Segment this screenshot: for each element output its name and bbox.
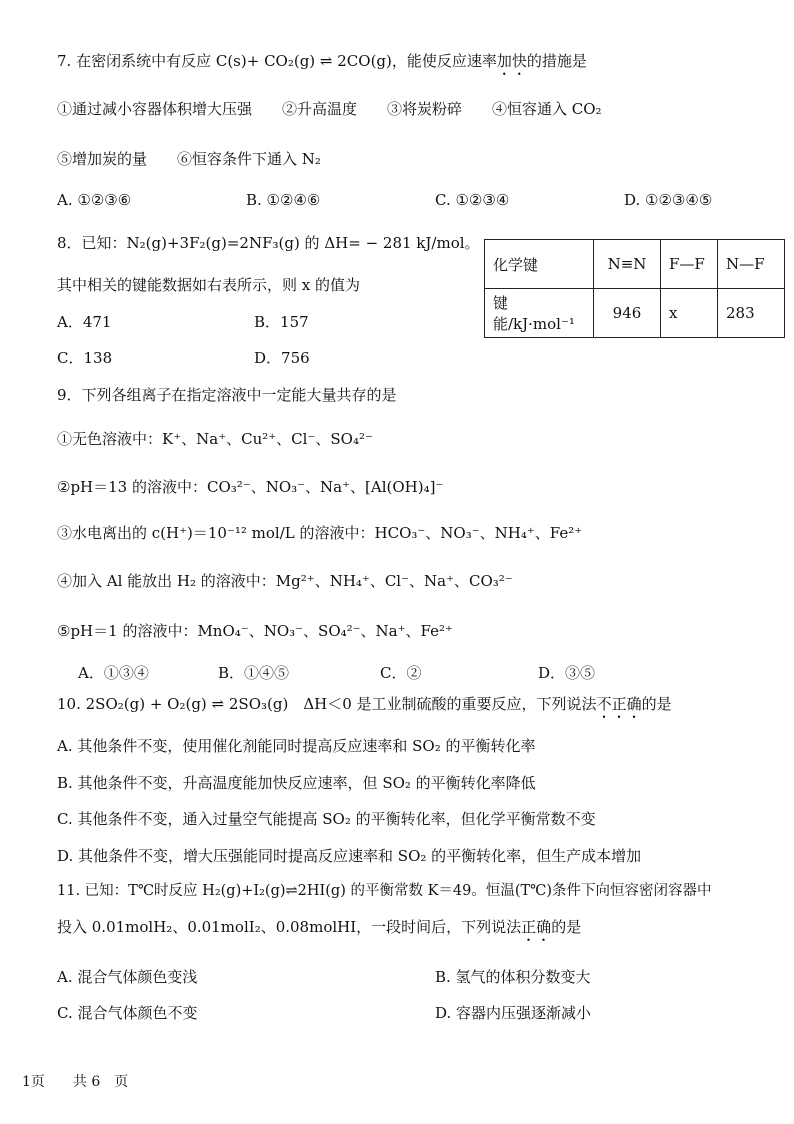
- table-row: [485, 240, 785, 289]
- q11-choice-a: A. 混合气体颜色变浅: [57, 968, 198, 986]
- q11-stem-2: 投入 0.01molH₂、0.01molI₂、0.08molHI，一段时间后，下列说法正确的是: [57, 918, 582, 936]
- table-row: [485, 289, 785, 338]
- q9-item-2: ②pH＝13 的溶液中：CO₃²⁻、NO₃⁻、Na⁺、[Al(OH)₄]⁻: [57, 478, 444, 496]
- q9-item-4: ④加入 Al 能放出 H₂ 的溶液中：Mg²⁺、NH₄⁺、Cl⁻、Na⁺、CO₃²⁻: [57, 572, 513, 590]
- q7-choice-d: D. ①②③④⑤: [624, 191, 713, 209]
- q10-option-d: D. 其他条件不变，增大压强能同时提高反应速率和 SO₂ 的平衡转化率，但生产成本增加: [57, 847, 642, 865]
- q9-item-3: ③水电离出的 c(H⁺)＝10⁻¹² mol/L 的溶液中：HCO₃⁻、NO₃⁻、NH₄⁺、Fe²⁺: [57, 524, 583, 542]
- page-footer: 1页 共 6 页: [22, 1074, 129, 1090]
- q9-choice-c: C．②: [380, 664, 422, 682]
- q11-stem-1: 11. 已知：T℃时反应 H₂(g)+I₂(g)⇌2HI(g) 的平衡常数 K＝49。恒温(T℃)条件下向恒容密闭容器中: [57, 883, 712, 899]
- q9-choice-d: D．③⑤: [538, 664, 596, 682]
- q11-choice-b: B. 氢气的体积分数变大: [435, 968, 591, 986]
- q8-choice-b: B．157: [254, 313, 309, 331]
- table-cell: 946: [594, 289, 661, 338]
- q11-choice-c: C. 混合气体颜色不变: [57, 1004, 198, 1022]
- q8-stem-2: 其中相关的键能数据如右表所示，则 x 的值为: [57, 276, 360, 294]
- table-cell: 化学键: [485, 240, 594, 289]
- q9-choice-b: B．①④⑤: [218, 664, 290, 682]
- q7-choice-a: A. ①②③⑥: [57, 191, 132, 209]
- q10-option-a: A. 其他条件不变，使用催化剂能同时提高反应速率和 SO₂ 的平衡转化率: [57, 737, 536, 755]
- q11-choice-d: D. 容器内压强逐渐减小: [435, 1004, 592, 1022]
- q10-option-b: B. 其他条件不变，升高温度能加快反应速率，但 SO₂ 的平衡转化率降低: [57, 774, 536, 792]
- table-cell: N—F: [718, 240, 785, 289]
- table-cell: F—F: [661, 240, 718, 289]
- q7-choice-c: C. ①②③④: [435, 191, 510, 209]
- table-cell: x: [661, 289, 718, 338]
- q8-choice-c: C．138: [57, 349, 113, 367]
- table-cell: 键能/kJ·mol⁻¹: [485, 289, 594, 338]
- q7-stem: 7. 在密闭系统中有反应 C(s)+ CO₂(g) ⇌ 2CO(g)，能使反应速率加快的措施是: [57, 52, 587, 70]
- table-cell: 283: [718, 289, 785, 338]
- q10-option-c: C. 其他条件不变，通入过量空气能提高 SO₂ 的平衡转化率，但化学平衡常数不变: [57, 810, 596, 828]
- table-cell: N≡N: [594, 240, 661, 289]
- bond-energy-table: [484, 239, 785, 338]
- q9-stem: 9．下列各组离子在指定溶液中一定能大量共存的是: [57, 386, 397, 404]
- q9-item-1: ①无色溶液中：K⁺、Na⁺、Cu²⁺、Cl⁻、SO₄²⁻: [57, 430, 373, 448]
- q9-choice-a: A．①③④: [78, 664, 149, 682]
- q8-choice-d: D．756: [254, 349, 310, 367]
- q10-stem: 10. 2SO₂(g) + O₂(g) ⇌ 2SO₃(g) ΔH＜0 是工业制硫酸的重要反应，下列说法不正确的是: [57, 695, 672, 713]
- q9-item-5: ⑤pH＝1 的溶液中：MnO₄⁻、NO₃⁻、SO₄²⁻、Na⁺、Fe²⁺: [57, 622, 453, 640]
- q7-choice-b: B. ①②④⑥: [246, 191, 321, 209]
- q7-options-line1: ①通过减小容器体积增大压强 ②升高温度 ③将炭粉碎 ④恒容通入 CO₂: [57, 100, 602, 118]
- q7-options-line2: ⑤增加炭的量 ⑥恒容条件下通入 N₂: [57, 150, 321, 168]
- q8-choice-a: A．471: [57, 313, 112, 331]
- q8-stem: 8．已知：N₂(g)+3F₂(g)=2NF₃(g) 的 ΔH= − 281 kJ/mol。: [57, 234, 480, 252]
